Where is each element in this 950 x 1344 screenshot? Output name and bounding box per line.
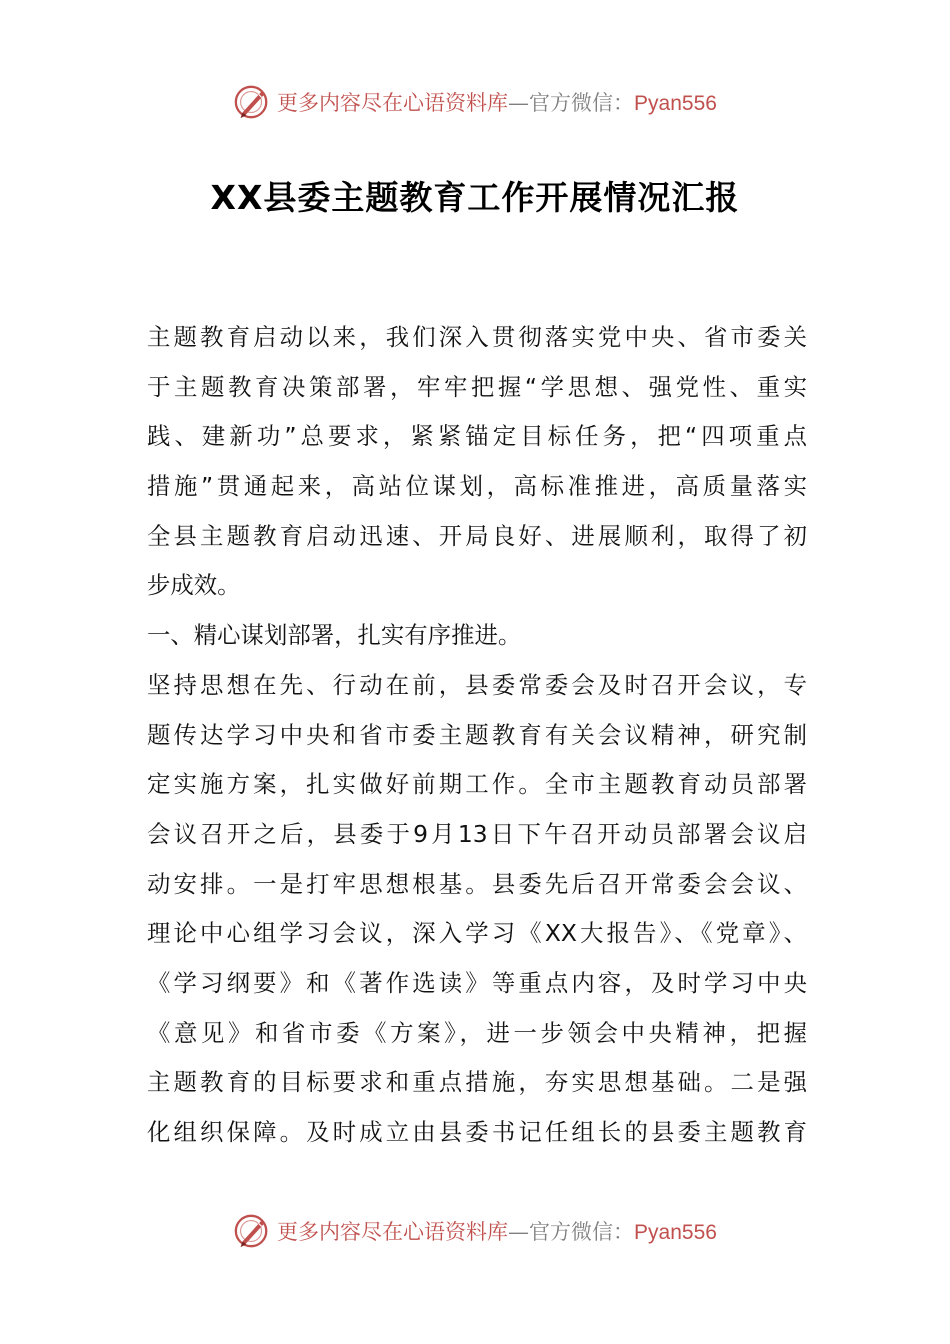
footer-watermark-banner <box>0 1211 950 1251</box>
document-title: XX县委主题教育工作开展情况汇报 <box>210 178 740 217</box>
paragraph-line: 定实施方案，扎实做好前期工作。全市主题教育动员部署 <box>147 770 807 799</box>
paragraph-line: 全县主题教育启动迅速、开局良好、进展顺利，取得了初 <box>147 521 807 550</box>
banner-wechat-id: Pyan556 <box>634 92 717 115</box>
banner-site-name: 更多内容尽在心语资料库 <box>277 91 509 115</box>
paragraph-line: 于主题教育决策部署，牢牢把握“学思想、强党性、重实 <box>147 372 807 401</box>
banner-wechat-id: Pyan556 <box>634 1221 717 1244</box>
paragraph-line: 题传达学习中央和省市委主题教育有关会议精神，研究制 <box>147 720 807 749</box>
footer-banner-text <box>277 1216 717 1246</box>
document-body <box>147 313 807 1158</box>
paragraph-line: 化组织保障。及时成立由县委书记任组长的县委主题教育 <box>147 1118 807 1146</box>
paragraph-line: 《学习纲要》和《著作选读》等重点内容，及时学习中央 <box>147 968 807 997</box>
paragraph-line: 会议召开之后，县委于9月13日下午召开动员部署会议启 <box>147 819 807 848</box>
banner-wechat-label: —官方微信： <box>508 1220 635 1244</box>
banner-site-name: 更多内容尽在心语资料库 <box>277 1220 509 1244</box>
paragraph-line: 动安排。一是打牢思想根基。县委先后召开常委会会议、 <box>147 869 807 898</box>
paragraph-line: 主题教育启动以来，我们深入贯彻落实党中央、省市委关 <box>147 323 807 351</box>
paragraph-line: 步成效。 <box>147 571 241 600</box>
header-banner-text <box>277 87 717 117</box>
paragraph-line: 践、建新功”总要求，紧紧锚定目标任务，把“四项重点 <box>147 422 807 451</box>
pen-logo-icon <box>233 83 271 121</box>
header-watermark-banner <box>0 82 950 122</box>
section-heading: 一、精心谋划部署，扎实有序推进。 <box>147 621 522 650</box>
paragraph-line: 《意见》和省市委《方案》，进一步领会中央精神，把握 <box>147 1018 807 1047</box>
pen-logo-icon <box>233 1212 271 1250</box>
paragraph-line: 主题教育的目标要求和重点措施，夯实思想基础。二是强 <box>147 1068 807 1097</box>
paragraph-line: 理论中心组学习会议，深入学习《XX大报告》、《党章》、 <box>147 919 807 948</box>
banner-wechat-label: —官方微信： <box>508 91 635 115</box>
paragraph-line: 坚持思想在先、行动在前，县委常委会及时召开会议，专 <box>147 670 807 699</box>
paragraph-line: 措施”贯通起来，高站位谋划，高标准推进，高质量落实 <box>147 472 807 501</box>
